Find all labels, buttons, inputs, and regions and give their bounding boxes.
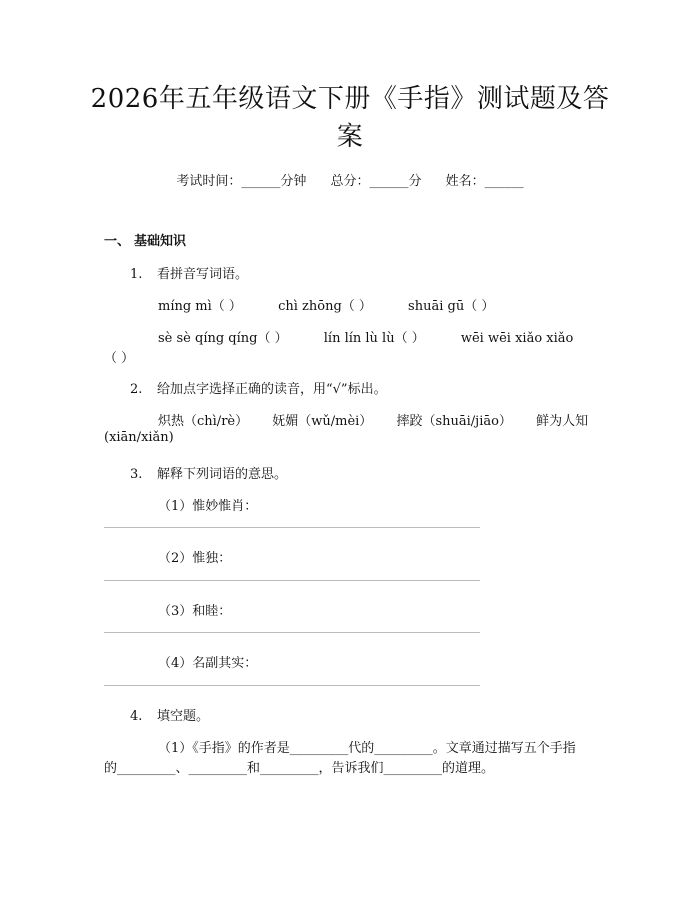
question-number: 4.: [130, 709, 143, 724]
pinyin-item: shuāi gū（ ）: [408, 299, 495, 314]
question-4: [130, 705, 209, 724]
question-number: 2.: [130, 382, 143, 397]
pronunciation-item: 炽热（chì/rè）: [158, 414, 249, 429]
question-text: 看拼音写词语。: [157, 267, 249, 282]
pinyin-item: chì zhōng（ ）: [278, 299, 372, 314]
definition-item: （2）惟独：: [158, 551, 232, 566]
exam-time: 考试时间：______分钟: [176, 174, 307, 189]
pinyin-item: lín lín lù lù（ ）: [323, 331, 425, 346]
pronunciation-item: 摔跤（shuāi/jiāo）: [396, 414, 512, 429]
fill-blank-line-2: 的_________、_________和_________，告诉我们_________的道理。: [104, 761, 495, 776]
section-heading: [104, 230, 186, 249]
question-text: 解释下列词语的意思。: [157, 467, 288, 482]
pronunciation-options: (xiān/xiǎn): [104, 430, 174, 445]
student-name: 姓名：______: [445, 174, 524, 189]
title-line-1: 2026年五年级语文下册《手指》测试题及答: [90, 84, 610, 114]
pinyin-row-2-continued: [104, 347, 134, 366]
question-number: 1.: [130, 267, 143, 282]
title-line-2: 案: [336, 122, 364, 152]
pronunciation-row-continued: [104, 430, 174, 445]
pinyin-item: sè sè qíng qíng（ ）: [158, 331, 288, 346]
section-number: 一、: [104, 234, 131, 249]
pinyin-item: wēi wēi xiǎo xiǎo: [460, 331, 574, 346]
question-text: 给加点字选择正确的读音，用“√”标出。: [157, 382, 387, 397]
question-1: [130, 263, 248, 282]
exam-info: [0, 170, 700, 189]
definition-item: （3）和睦：: [158, 604, 232, 619]
pinyin-item: míng mì（ ）: [158, 299, 242, 314]
pronunciation-row: [158, 410, 588, 429]
pronunciation-item: 妩媚（wǔ/mèi）: [272, 414, 373, 429]
definition-item: （1）惟妙惟肖：: [158, 499, 258, 514]
fill-blank-line-1: （1）《手指》的作者是_________代的_________。文章通过描写五个手指: [158, 741, 576, 756]
pronunciation-item: 鲜为人知: [536, 414, 589, 429]
pinyin-row-2: [158, 327, 573, 346]
question-3: [130, 463, 287, 482]
answer-line[interactable]: [104, 632, 480, 633]
question-2: [130, 378, 387, 397]
pinyin-row-1: [158, 295, 494, 314]
document-title: [80, 80, 620, 156]
total-score: 总分：______分: [330, 174, 422, 189]
pinyin-blank: （ ）: [104, 351, 135, 366]
answer-line[interactable]: [104, 580, 480, 581]
section-title: 基础知识: [134, 234, 187, 249]
answer-line[interactable]: [104, 527, 480, 528]
definition-item: （4）名副其实：: [158, 656, 258, 671]
answer-line[interactable]: [104, 685, 480, 686]
question-number: 3.: [130, 467, 143, 482]
question-text: 填空题。: [157, 709, 210, 724]
